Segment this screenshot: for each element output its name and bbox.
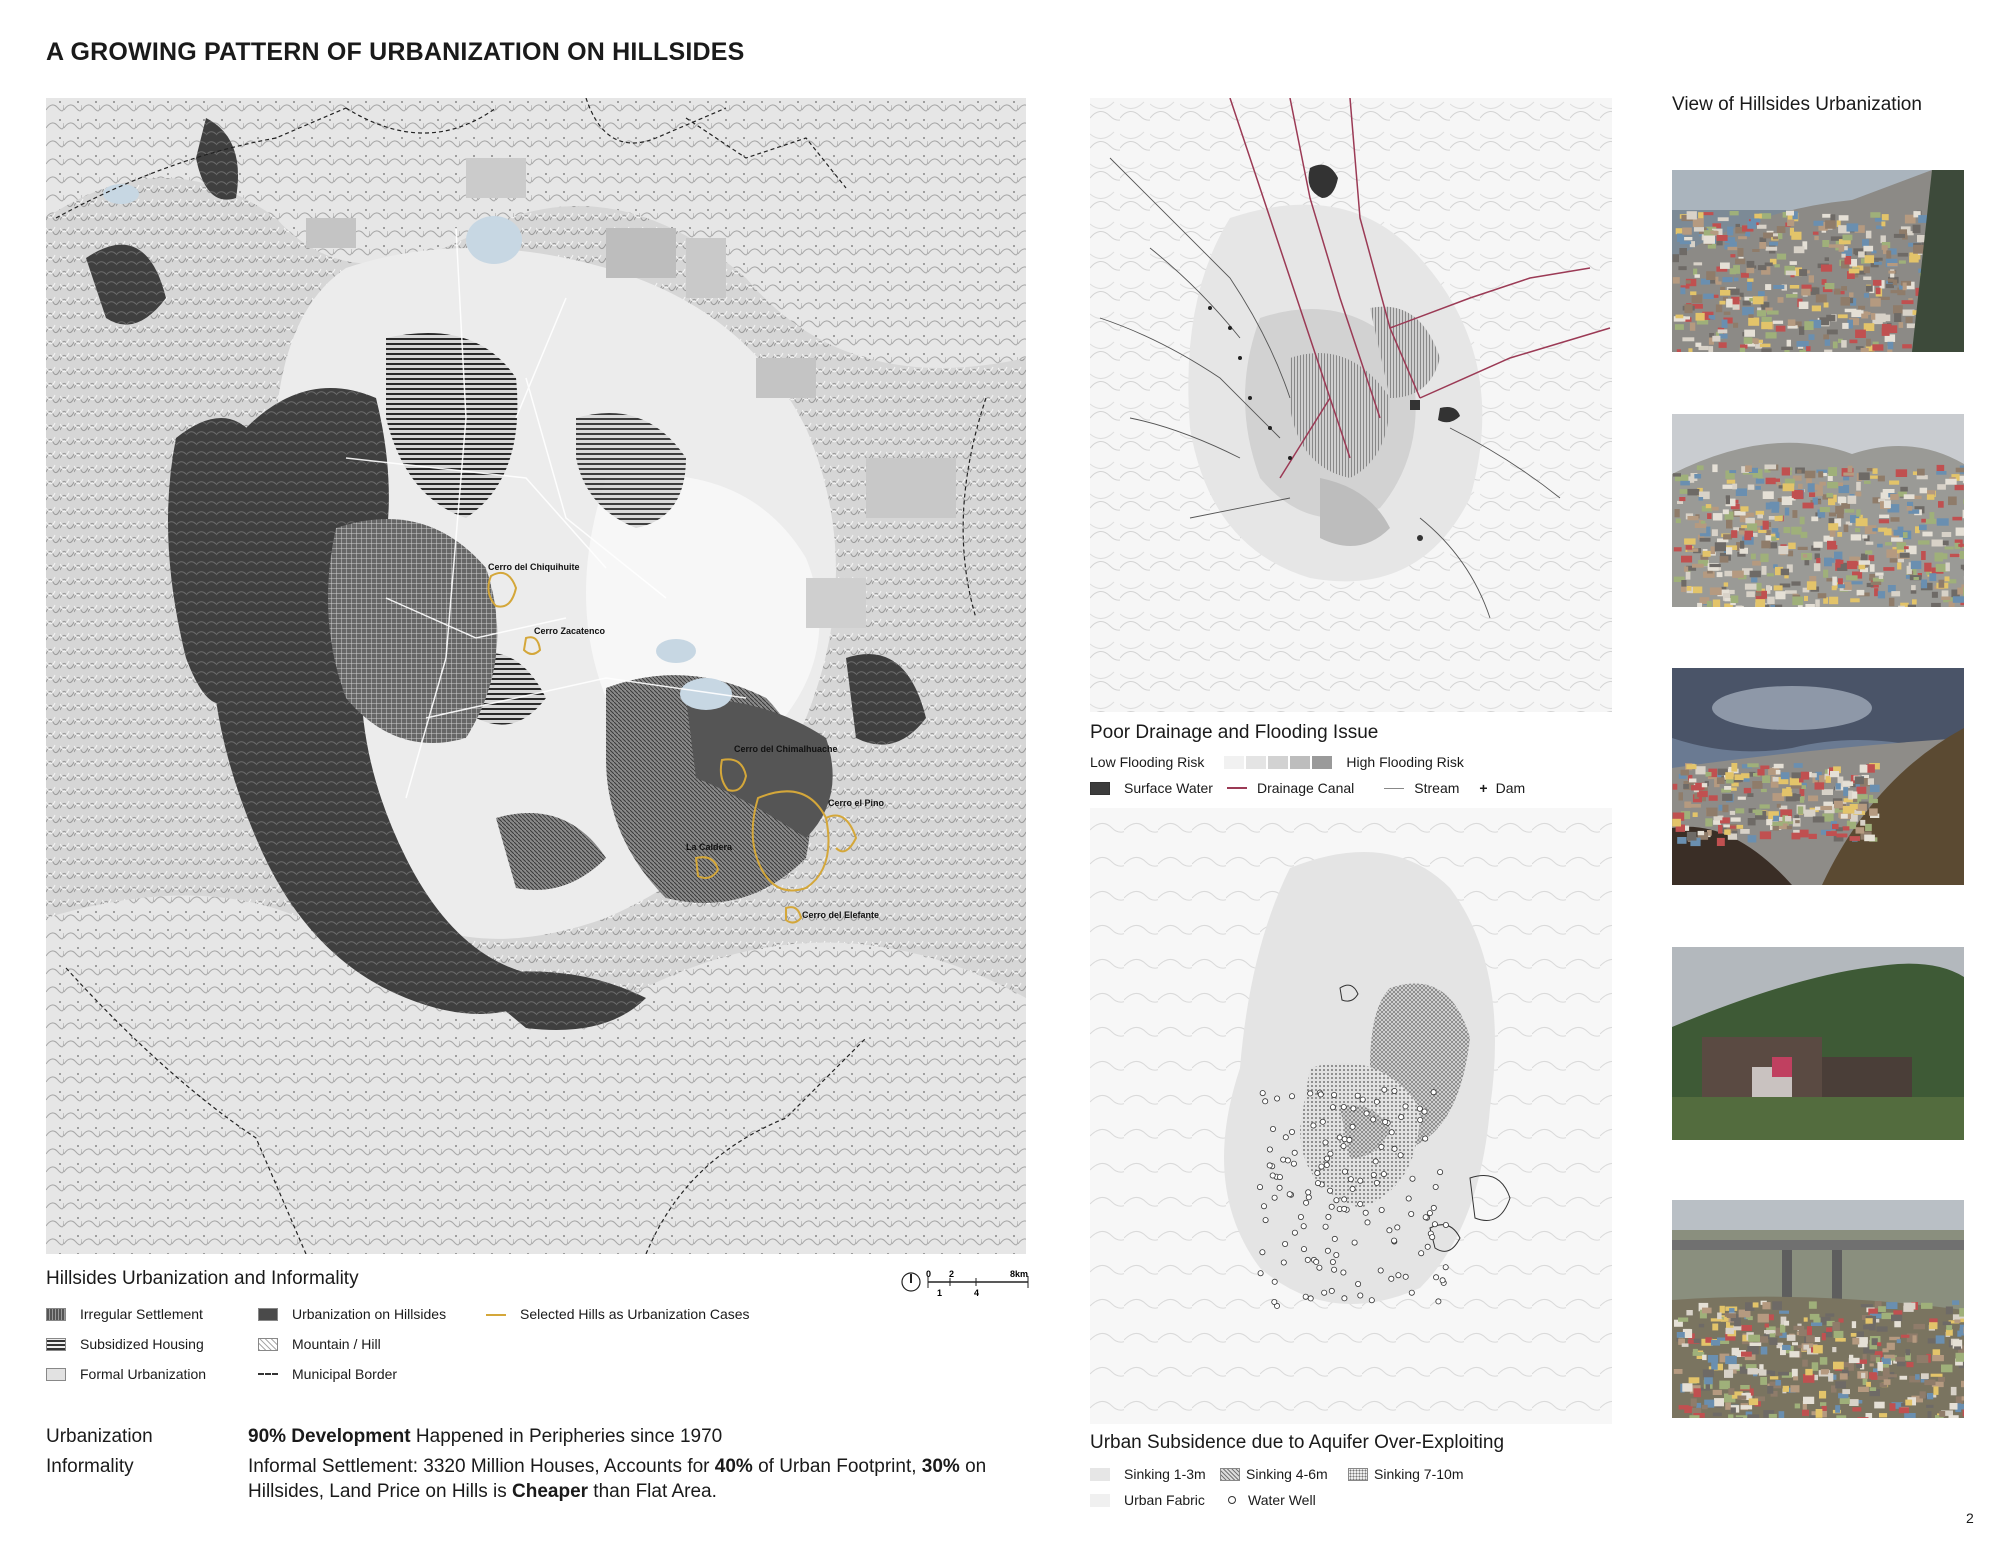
water-well-marker xyxy=(1320,1119,1325,1124)
water-well-marker xyxy=(1440,1278,1445,1283)
water-well-marker xyxy=(1358,1178,1363,1183)
water-well-marker xyxy=(1342,1169,1347,1174)
legend-label: Dam xyxy=(1495,780,1526,796)
water-well-marker xyxy=(1322,1290,1327,1295)
photo-4-image xyxy=(1672,947,1964,1140)
legend-flooding-risk xyxy=(1090,754,1464,770)
water-well-icon xyxy=(1228,1496,1236,1504)
water-well-marker xyxy=(1311,1123,1316,1128)
legend-label: Irregular Settlement xyxy=(80,1306,203,1322)
water-well-marker xyxy=(1398,1153,1403,1158)
water-well-marker xyxy=(1443,1265,1448,1270)
water-well-marker xyxy=(1324,1162,1329,1167)
water-well-marker xyxy=(1360,1097,1365,1102)
water-well-marker xyxy=(1406,1196,1411,1201)
water-well-marker xyxy=(1423,1136,1428,1141)
drainage-canal-swatch xyxy=(1227,787,1247,789)
water-well-marker xyxy=(1328,1188,1333,1193)
stat-bold: 90% Development xyxy=(248,1426,411,1447)
water-well-marker xyxy=(1303,1294,1308,1299)
water-well-marker xyxy=(1342,1296,1347,1301)
sinking-4-6m-swatch xyxy=(1220,1468,1240,1481)
water-well-marker xyxy=(1379,1207,1384,1212)
legend-municipal-border xyxy=(258,1366,397,1382)
water-well-marker xyxy=(1431,1090,1436,1095)
water-well-marker xyxy=(1409,1290,1414,1295)
stat-bold: 30% xyxy=(921,1456,960,1477)
legend-formal-urbanization xyxy=(46,1366,206,1382)
water-well-marker xyxy=(1337,1135,1342,1140)
water-well-marker xyxy=(1371,1117,1376,1122)
hill-label: Cerro del Elefante xyxy=(802,910,880,920)
water-well-marker xyxy=(1351,1106,1356,1111)
water-well-marker xyxy=(1277,1185,1282,1190)
selected-hills-swatch xyxy=(486,1314,506,1316)
water-well-marker xyxy=(1317,1265,1322,1270)
water-well-marker xyxy=(1306,1195,1311,1200)
water-well-marker xyxy=(1298,1214,1303,1219)
water-well-marker xyxy=(1314,1259,1319,1264)
water-well-marker xyxy=(1325,1248,1330,1253)
legend-label: Selected Hills as Urbanization Cases xyxy=(520,1306,750,1322)
water-well-marker xyxy=(1389,1276,1394,1281)
dam-icon: + xyxy=(1479,780,1488,796)
legend-label: Urbanization on Hillsides xyxy=(292,1306,447,1322)
water-well-marker xyxy=(1292,1150,1297,1155)
water-well-marker xyxy=(1379,1144,1384,1149)
water-well-marker xyxy=(1260,1091,1265,1096)
water-well-marker xyxy=(1396,1273,1401,1278)
water-well-marker xyxy=(1304,1200,1309,1205)
hill-label: Cerro del Chimalhuache xyxy=(734,744,838,754)
flooding-risk-swatch xyxy=(1246,756,1266,769)
water-well-marker xyxy=(1419,1251,1424,1256)
legend-urbanization-on-hillsides xyxy=(258,1306,446,1322)
water-well-marker xyxy=(1443,1222,1448,1227)
stat-bold: Cheaper xyxy=(512,1481,589,1502)
water-well-marker xyxy=(1289,1129,1294,1134)
water-well-marker xyxy=(1387,1228,1392,1233)
photo-3-image xyxy=(1672,668,1964,885)
flooding-risk-swatch xyxy=(1312,756,1332,769)
water-well-marker xyxy=(1341,1144,1346,1149)
water-well-marker xyxy=(1301,1224,1306,1229)
water-well-marker xyxy=(1373,1159,1378,1164)
sinking-7-10m-swatch xyxy=(1348,1468,1368,1481)
water-well-marker xyxy=(1301,1247,1306,1252)
water-well-marker xyxy=(1350,1124,1355,1129)
legend-label: Subsidized Housing xyxy=(80,1336,204,1352)
hillside-urbanization-swatch xyxy=(258,1308,278,1321)
water-well-marker xyxy=(1395,1225,1400,1230)
scale-tick: 8km xyxy=(1010,1269,1029,1279)
water-well-marker xyxy=(1330,1259,1335,1264)
water-well-marker xyxy=(1389,1130,1394,1135)
water-well-marker xyxy=(1275,1096,1280,1101)
water-well-marker xyxy=(1285,1158,1290,1163)
legend-label: Sinking 7-10m xyxy=(1374,1466,1464,1482)
scale-tick: 1 xyxy=(937,1288,943,1298)
water-well-marker xyxy=(1383,1119,1388,1124)
stream-swatch xyxy=(1384,788,1404,789)
surface-water-swatch xyxy=(1090,782,1110,795)
water-well-marker xyxy=(1432,1222,1437,1227)
water-well-marker xyxy=(1392,1238,1397,1243)
mountain-swatch xyxy=(258,1338,278,1351)
water-well-marker xyxy=(1323,1140,1328,1145)
water-well-marker xyxy=(1277,1175,1282,1180)
hillside-photo-2[interactable] xyxy=(1672,414,1964,607)
photos-heading: View of Hillsides Urbanization xyxy=(1672,94,1922,115)
water-well-marker xyxy=(1324,1156,1329,1161)
water-well-marker xyxy=(1267,1163,1272,1168)
legend-sinking-1-3m xyxy=(1090,1466,1206,1482)
hillside-photo-4[interactable] xyxy=(1672,947,1964,1140)
water-well-marker xyxy=(1306,1190,1311,1195)
hill-label: Cerro el Pino xyxy=(828,798,885,808)
water-well-marker xyxy=(1283,1135,1288,1140)
water-well-marker xyxy=(1425,1244,1430,1249)
water-well-marker xyxy=(1431,1205,1436,1210)
page-title: A GROWING PATTERN OF URBANIZATION ON HILLSIDES xyxy=(46,38,745,66)
water-well-marker xyxy=(1410,1176,1415,1181)
stat-regular: than Flat Area. xyxy=(588,1481,717,1502)
subsidence-map-svg xyxy=(1090,808,1612,1424)
water-well-marker xyxy=(1329,1288,1334,1293)
water-well-marker xyxy=(1364,1111,1369,1116)
water-well-marker xyxy=(1403,1104,1408,1109)
urbanization-label: Urbanization xyxy=(46,1426,153,1447)
water-well-marker xyxy=(1272,1279,1277,1284)
hillside-photo-5[interactable] xyxy=(1672,1200,1964,1418)
hill-label: Cerro del Chiquihuite xyxy=(488,562,580,572)
water-well-marker xyxy=(1352,1240,1357,1245)
scale-tick: 0 xyxy=(926,1269,932,1279)
water-well-marker xyxy=(1418,1117,1423,1122)
water-well-marker xyxy=(1289,1094,1294,1099)
water-well-marker xyxy=(1374,1099,1379,1104)
stat-bold: 40% xyxy=(714,1456,753,1477)
subsidence-map[interactable] xyxy=(1090,808,1612,1424)
water-well-marker xyxy=(1332,1092,1337,1097)
legend-label: Urban Fabric xyxy=(1124,1492,1205,1508)
water-well-marker xyxy=(1330,1105,1335,1110)
legend-drainage-symbols xyxy=(1090,780,1525,796)
water-well-marker xyxy=(1358,1293,1363,1298)
water-well-marker xyxy=(1308,1091,1313,1096)
water-well-marker xyxy=(1399,1114,1404,1119)
water-well-marker xyxy=(1392,1088,1397,1093)
water-well-marker xyxy=(1329,1204,1334,1209)
water-well-marker xyxy=(1305,1257,1310,1262)
water-well-marker xyxy=(1436,1299,1441,1304)
water-well-marker xyxy=(1308,1296,1313,1301)
water-well-marker xyxy=(1319,1164,1324,1169)
water-well-marker xyxy=(1423,1215,1428,1220)
legend-urban-fabric xyxy=(1090,1492,1205,1508)
stat-regular: Informal Settlement: 3320 Million Houses, Accounts for xyxy=(248,1456,715,1477)
water-well-marker xyxy=(1409,1211,1414,1216)
water-well-marker xyxy=(1263,1218,1268,1223)
urbanization-text xyxy=(248,1424,1028,1449)
main-urbanization-map[interactable] xyxy=(46,98,1026,1254)
flooding-risk-scale xyxy=(1224,756,1334,769)
water-well-marker xyxy=(1281,1260,1286,1265)
legend-sinking-7-10m xyxy=(1348,1466,1464,1482)
water-well-marker xyxy=(1272,1195,1277,1200)
legend-label: Drainage Canal xyxy=(1256,780,1355,796)
water-well-marker xyxy=(1374,1180,1379,1185)
water-well-marker xyxy=(1438,1170,1443,1175)
legend-label: Sinking 1-3m xyxy=(1124,1466,1206,1482)
water-well-marker xyxy=(1315,1170,1320,1175)
drainage-map-svg xyxy=(1090,98,1612,712)
subsidized-housing-swatch xyxy=(46,1338,66,1351)
water-well-marker xyxy=(1267,1147,1272,1152)
water-well-marker xyxy=(1270,1126,1275,1131)
water-well-marker xyxy=(1283,1241,1288,1246)
water-well-marker xyxy=(1272,1299,1277,1304)
stat-regular: on Hillsides, Land Price on Hills is xyxy=(248,1456,987,1502)
main-map-svg xyxy=(46,98,1026,1254)
water-well-marker xyxy=(1318,1092,1323,1097)
flooding-risk-swatch xyxy=(1224,756,1244,769)
water-well-marker xyxy=(1342,1206,1347,1211)
stat-regular: of Urban Footprint, xyxy=(752,1456,922,1477)
water-well-marker xyxy=(1430,1235,1435,1240)
water-well-marker xyxy=(1332,1236,1337,1241)
water-well-marker xyxy=(1334,1198,1339,1203)
water-well-marker xyxy=(1261,1204,1266,1209)
water-well-marker xyxy=(1326,1214,1331,1219)
legend-label: Stream xyxy=(1414,780,1460,796)
water-well-marker xyxy=(1332,1267,1337,1272)
legend-subsidized-housing xyxy=(46,1336,204,1352)
informality-text xyxy=(248,1454,1018,1504)
legend-label: Surface Water xyxy=(1124,780,1213,796)
flooding-risk-swatch xyxy=(1290,756,1310,769)
hillside-photo-1[interactable] xyxy=(1672,170,1964,352)
water-well-marker xyxy=(1342,1197,1347,1202)
photo-1-image xyxy=(1672,170,1964,352)
water-well-marker xyxy=(1381,1172,1386,1177)
legend-label: Formal Urbanization xyxy=(80,1366,207,1382)
water-well-marker xyxy=(1341,1104,1346,1109)
water-well-marker xyxy=(1422,1109,1427,1114)
page-number: 2 xyxy=(1966,1510,1974,1526)
water-well-marker xyxy=(1358,1201,1363,1206)
water-well-marker xyxy=(1328,1151,1333,1156)
hillside-photo-3[interactable] xyxy=(1672,668,1964,885)
water-well-marker xyxy=(1334,1252,1339,1257)
flooding-risk-swatch xyxy=(1268,756,1288,769)
water-well-marker xyxy=(1403,1274,1408,1279)
water-well-marker xyxy=(1260,1250,1265,1255)
water-well-marker xyxy=(1427,1211,1432,1216)
water-well-marker xyxy=(1291,1161,1296,1166)
water-well-marker xyxy=(1355,1093,1360,1098)
water-well-marker xyxy=(1365,1220,1370,1225)
water-well-marker xyxy=(1315,1181,1320,1186)
water-well-marker xyxy=(1263,1099,1268,1104)
water-well-marker xyxy=(1433,1184,1438,1189)
legend-label: Water Well xyxy=(1248,1492,1316,1508)
scale-bar xyxy=(900,1268,1030,1298)
water-well-marker xyxy=(1392,1146,1397,1151)
legend-label: Sinking 4-6m xyxy=(1246,1466,1328,1482)
hill-label: Cerro Zacatenco xyxy=(534,626,606,636)
legend-sinking-4-6m xyxy=(1220,1466,1328,1482)
formal-urbanization-swatch xyxy=(46,1368,66,1381)
legend-mountain-hill xyxy=(258,1336,381,1352)
stat-regular: Happened in Peripheries since 1970 xyxy=(410,1426,723,1447)
water-well-marker xyxy=(1417,1106,1422,1111)
water-well-marker xyxy=(1356,1281,1361,1286)
water-well-marker xyxy=(1323,1224,1328,1229)
scale-tick: 2 xyxy=(949,1269,955,1279)
legend-label: Municipal Border xyxy=(292,1366,398,1382)
high-flooding-risk-label: High Flooding Risk xyxy=(1346,754,1464,770)
legend-label: Mountain / Hill xyxy=(292,1336,381,1352)
water-well-marker xyxy=(1287,1192,1292,1197)
hill-label: La Caldera xyxy=(686,842,733,852)
water-well-marker xyxy=(1363,1210,1368,1215)
water-well-marker xyxy=(1369,1298,1374,1303)
water-well-marker xyxy=(1382,1087,1387,1092)
irregular-settlement-swatch xyxy=(46,1308,66,1321)
drainage-map-caption: Poor Drainage and Flooding Issue xyxy=(1090,722,1379,743)
urban-fabric-swatch xyxy=(1090,1494,1110,1507)
water-well-marker xyxy=(1270,1173,1275,1178)
photo-2-image xyxy=(1672,414,1964,607)
water-well-marker xyxy=(1341,1270,1346,1275)
low-flooding-risk-label: Low Flooding Risk xyxy=(1090,754,1205,770)
scale-bar-svg xyxy=(900,1268,1030,1298)
water-well-marker xyxy=(1347,1137,1352,1142)
photo-5-image xyxy=(1672,1200,1964,1418)
municipal-border-swatch xyxy=(258,1373,278,1375)
scale-tick: 4 xyxy=(974,1288,980,1298)
water-well-marker xyxy=(1292,1230,1297,1235)
subsidence-map-caption: Urban Subsidence due to Aquifer Over-Exploiting xyxy=(1090,1432,1505,1453)
legend-water-well xyxy=(1224,1492,1316,1508)
water-well-marker xyxy=(1378,1268,1383,1273)
water-well-marker xyxy=(1371,1172,1376,1177)
water-well-marker xyxy=(1348,1177,1353,1182)
water-well-marker xyxy=(1350,1186,1355,1191)
legend-selected-hills xyxy=(486,1306,750,1322)
informality-label: Informality xyxy=(46,1456,134,1477)
water-well-marker xyxy=(1258,1271,1263,1276)
drainage-flooding-map[interactable] xyxy=(1090,98,1612,712)
legend-irregular-settlement xyxy=(46,1306,203,1322)
water-well-marker xyxy=(1257,1185,1262,1190)
water-well-marker xyxy=(1434,1275,1439,1280)
sinking-1-3m-swatch xyxy=(1090,1468,1110,1481)
main-map-caption: Hillsides Urbanization and Informality xyxy=(46,1268,359,1289)
